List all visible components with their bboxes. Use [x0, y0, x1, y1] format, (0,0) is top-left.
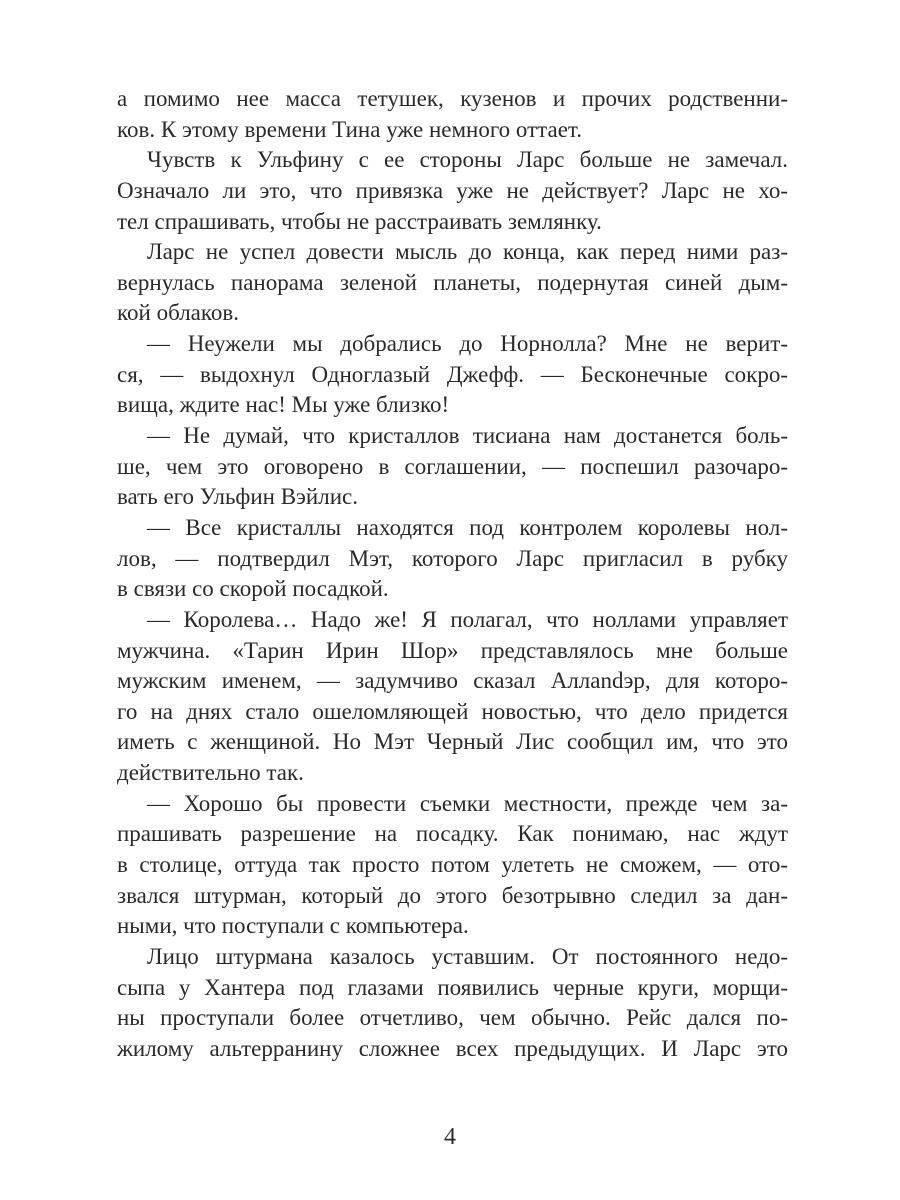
text-line: ся, — выдохнул Одноглазый Джефф. — Бесконечные сокро- — [117, 361, 788, 387]
text-line: ше, чем это оговорено в соглашении, — поспешил разочаро- — [117, 453, 788, 479]
paragraph — [117, 145, 788, 237]
text-line: — Все кристаллы находятся под контролем королевы нол- — [147, 514, 788, 540]
paragraph — [117, 789, 788, 942]
text-line: мужчина. «Тарин Ирин Шор» представлялось мне больше — [117, 637, 788, 663]
text-line: лов, — подтвердил Мэт, которого Ларс пригласил в рубку — [117, 545, 788, 571]
paragraph — [117, 421, 788, 513]
paragraph — [117, 513, 788, 605]
text-line: а помимо нее масса тетушек, кузенов и прочих родственни- — [117, 86, 788, 111]
page-body-text — [117, 84, 788, 1065]
text-line: Лицо штурмана казалось уставшим. От постоянного недо- — [147, 943, 788, 969]
text-line: ными, что поступали с компьютера. — [117, 913, 469, 939]
text-line: кой облаков. — [117, 300, 239, 326]
paragraph — [117, 84, 788, 145]
page-number: 4 — [444, 1124, 456, 1150]
text-line: го на днях стало ошеломляющей новостью, что дело придется — [117, 698, 788, 724]
text-line: — Королева… Надо же! Я полагал, что ноллами управляет — [147, 606, 788, 632]
text-line: прашивать разрешение на посадку. Как понимаю, нас ждут — [117, 821, 788, 847]
text-line: жилому альтерранину сложнее всех предыдущих. И Ларс это — [117, 1035, 788, 1061]
paragraph — [117, 942, 788, 1065]
text-line: Ларс не успел довести мысль до конца, как перед ними раз- — [147, 239, 788, 265]
text-line: звался штурман, который до этого безотрывно следил за дан- — [117, 882, 788, 908]
text-line: Означало ли это, что привязка уже не действует? Ларс не хо- — [117, 177, 788, 203]
text-line: вища, ждите нас! Мы уже близко! — [117, 392, 450, 418]
text-line: — Не думай, что кристаллов тисиана нам достанется боль- — [147, 423, 788, 449]
text-line: — Неужели мы добрались до Норнолла? Мне не верит- — [147, 331, 788, 357]
text-line: в связи со скорой посадкой. — [117, 576, 389, 602]
text-line: иметь с женщиной. Но Мэт Черный Лис сообщил им, что это — [117, 729, 788, 755]
text-line: Чувств к Ульфину с ее стороны Ларс больше не замечал. — [147, 147, 788, 173]
text-line: мужским именем, — задумчиво сказал Аллandэр, для которо- — [117, 668, 788, 694]
text-line: в столице, оттуда так просто потом улететь не сможем, — ото- — [117, 852, 788, 878]
paragraph — [117, 329, 788, 421]
text-line: тел спрашивать, чтобы не расстраивать землянку. — [117, 208, 602, 234]
paragraph — [117, 237, 788, 329]
text-line: ков. К этому времени Тина уже немного оттает. — [117, 116, 582, 142]
text-line: сыпа у Хантера под глазами появились черные круги, морщи- — [117, 974, 788, 1000]
text-line: ны проступали более отчетливо, чем обычно. Рейс дался по- — [117, 1005, 788, 1031]
text-line: действительно так. — [117, 760, 304, 786]
paragraph — [117, 605, 788, 789]
text-line: вернулась панорама зеленой планеты, подернутая синей дым- — [117, 269, 788, 295]
text-line: — Хорошо бы провести съемки местности, прежде чем за- — [147, 790, 788, 816]
text-line: вать его Ульфин Вэйлис. — [117, 484, 358, 510]
